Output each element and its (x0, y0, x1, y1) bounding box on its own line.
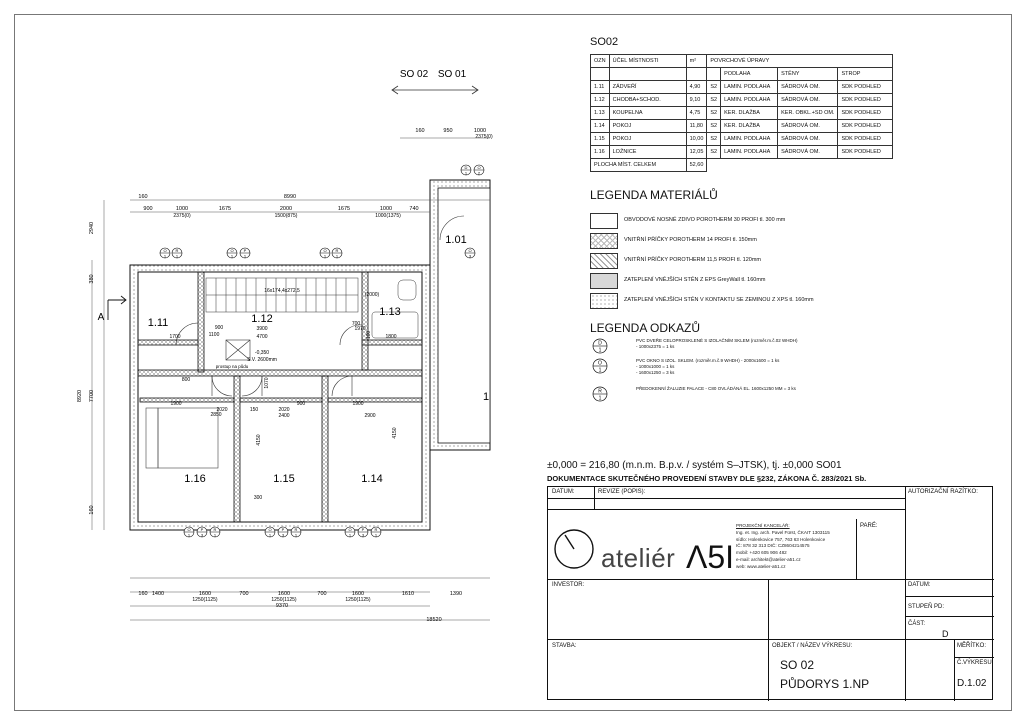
objekt-line2: PŮDORYS 1.NP (780, 677, 870, 691)
datum2-label: DATUM: (908, 582, 931, 588)
room-label: 1.15 (273, 473, 295, 485)
ref-top-number: 1 (163, 253, 167, 259)
schedule-cell-code: S2 (707, 120, 721, 133)
dim-inner: 2900 (364, 413, 376, 419)
logo-word: ateliér (601, 543, 676, 573)
ref-top-type: O (163, 248, 167, 253)
schedule-cell-ozn: 1.12 (591, 94, 610, 107)
dim-inner: 900 (296, 401, 306, 407)
ref-bottom-number: 1 (374, 532, 378, 538)
pare-label: PARÉ: (860, 523, 878, 529)
office-line: PROJEKČNÍ KANCELÁŘ: (736, 523, 790, 528)
schedule-header-row (591, 55, 893, 68)
dim-inner: 2020 (216, 407, 228, 413)
dim-bottom-segment: 1600 (351, 591, 365, 597)
office-line: web: www.atelier-a51.cz (736, 563, 786, 569)
legend-refs-title: LEGENDA ODKAZŮ (590, 321, 701, 335)
dim-top-segment: 1000 (379, 206, 393, 212)
ref-top-number: 3 (468, 253, 472, 259)
dim-top-sub: 2375(0) (173, 213, 191, 219)
ref-desc-line: PŘEDOKENNÍ ŽALUZIE PALACE - C80 OVLÁDÁNÁ EL. 1600x1250 MM = 3 ks (636, 386, 796, 391)
dim-inner: 900 (214, 325, 224, 331)
schedule-cell-floor: LAMIN. PODLAHA (721, 94, 778, 107)
col-ozn: OZN (591, 55, 610, 68)
ref-bottom-number: 3 (200, 532, 204, 538)
schedule-cell-area: 4,75 (686, 107, 707, 120)
stair-label: 16x174,4x272,5 (264, 288, 300, 294)
ref-top-type: O (468, 248, 472, 253)
schedule-cell-floor: KER. DLAŽBA (721, 120, 778, 133)
ref-symbol-icon (592, 358, 608, 374)
ref-top-number: 1 (175, 253, 179, 259)
dim-bottom-segment: 1390 (449, 591, 463, 597)
legend-material-item (590, 273, 900, 289)
dim-top-segment: 1675 (218, 206, 232, 212)
dim-top-right-sub: 2375(0) (475, 134, 493, 140)
dim-inner: 1900 (352, 401, 364, 407)
material-swatch (590, 293, 618, 309)
dim-bottom-segment: 160 (138, 591, 148, 597)
schedule-cell-ozn: 1.15 (591, 133, 610, 146)
dim-inner: 3900 (256, 326, 268, 332)
schedule-cell-walls: KER. OBKL.+SD OM. (778, 107, 838, 120)
dim-left: 160 (89, 505, 95, 515)
schedule-row (591, 94, 893, 107)
dim-top-right: 950 (443, 128, 453, 134)
ref-bottom-type: O (187, 527, 191, 532)
schedule-cell-walls: SÁDROVÁ OM. (778, 120, 838, 133)
document-note: DOKUMENTACE SKUTEČNÉHO PROVEDENÍ STAVBY DLE §232, ZÁKONA Č. 283/2021 Sb. (547, 474, 867, 483)
dim-bottom-segment: 1610 (401, 591, 415, 597)
ref-right-type: D (464, 165, 468, 170)
schedule-cell-ceiling: SDK PODHLED (838, 120, 893, 133)
schedule-cell-walls: SÁDROVÁ OM. (778, 94, 838, 107)
ref-bottom-number: 1 (213, 532, 217, 538)
dim-inner: 300 (253, 495, 263, 501)
legend-material-item (590, 253, 900, 269)
office-info (736, 523, 830, 571)
dim-inner: 4700 (256, 334, 268, 340)
schedule-cell-area: 9,10 (686, 94, 707, 107)
ref-bottom-type: P (281, 527, 285, 532)
col-ucel: ÚČEL MÍSTNOSTI (609, 55, 686, 68)
room-label: 1.14 (361, 473, 383, 485)
ref-top-number: 1 (335, 253, 339, 259)
logo-mark: Λ5I (686, 539, 735, 575)
dim-inner: 4150 (392, 427, 398, 439)
room-level: -0,350 (254, 350, 270, 356)
dim-inner: 800 (181, 377, 191, 383)
schedule-cell-ceiling: SDK PODHLED (838, 94, 893, 107)
ref-type: O (598, 360, 602, 367)
dim-bottom-sub: 1250(1125) (192, 597, 218, 603)
schedule-row (591, 107, 893, 120)
schedule-cell-code: S2 (707, 146, 721, 159)
schedule-cell-name: ZÁDVEŘÍ (609, 81, 686, 94)
ref-top-type: O (230, 248, 234, 253)
ref-type: R (598, 388, 602, 395)
col-floor: PODLAHA (721, 68, 778, 81)
ref-bottom-type: O (268, 527, 272, 532)
office-line: mobil: +420 605 906 482 (736, 550, 787, 556)
ref-desc-line: PVC DVEŘE CELOPROSKLENÉ S IZOLAČNÍM SKLEM (rozměr.m.č.02 WHDH) (636, 338, 798, 343)
autorizacni-label: AUTORIZAČNÍ RAZÍTKO: (908, 489, 978, 495)
schedule-cell-floor: LAMIN. PODLAHA (721, 81, 778, 94)
elevation-note: ±0,000 = 216,80 (m.n.m. B.p.v. / systém S–JTSK), tj. ±0,000 SO01 (547, 460, 842, 471)
schedule-cell-area: 11,80 (686, 120, 707, 133)
dim-bottom-segment: 1600 (198, 591, 212, 597)
dim-top-sub: 1000(1375) (375, 213, 401, 219)
dim-inner: 100 (366, 330, 372, 340)
schedule-cell-code: S2 (707, 133, 721, 146)
ref-number: 1 (598, 395, 602, 402)
schedule-cell-area: 4,90 (686, 81, 707, 94)
ref-top-number: 1 (323, 253, 327, 259)
section-mark: A (97, 312, 105, 323)
title-block (547, 486, 993, 700)
section-cut (108, 296, 126, 320)
schedule-cell-area: 12,05 (686, 146, 707, 159)
dim-inner: 2020 (278, 407, 290, 413)
schedule-cell-walls: SÁDROVÁ OM. (778, 81, 838, 94)
objekt-label: OBJEKT / NÁZEV VÝKRESU: (772, 643, 853, 649)
total-label: PLOCHA MÍST. CELKEM (591, 159, 687, 172)
ref-bottom-type: R (294, 527, 298, 532)
ref-bottom-type: O (348, 527, 352, 532)
office-line: sídlo: Holenkovice 757, 763 63 Holenkovice (736, 536, 826, 542)
ref-bottom-number: 1 (268, 532, 272, 538)
schedule-title: SO02 (590, 36, 619, 48)
schedule-cell-name: LOŽNICE (609, 146, 686, 159)
ref-number: 1 (598, 367, 602, 374)
ref-desc-line: - 1000x1000 = 1 ks (636, 364, 675, 369)
ref-bottom-number: 3 (281, 532, 285, 538)
dim-top-left: 160 (138, 194, 148, 200)
dim-bottom-sub: 1250(1125) (345, 597, 371, 603)
legend-material-item (590, 233, 900, 249)
ref-desc-line: - 1000x2375 = 1 ks (636, 344, 675, 349)
material-label: VNITŘNÍ PŘÍČKY POROTHERM 14 PROFI tl. 150mm (624, 237, 757, 243)
office-line: Ing. et. Ing. arch. Pavel Fürst, ČKAIT 1303115 (736, 529, 830, 535)
ref-symbol-icon (592, 338, 608, 354)
dim-top-right: 1000 (473, 128, 487, 134)
col-ceiling: STROP (838, 68, 893, 81)
dim-inner: 1100 (208, 332, 220, 338)
schedule-cell-ozn: 1.16 (591, 146, 610, 159)
schedule-cell-name: POKOJ (609, 120, 686, 133)
material-label: ZATEPLENÍ VNĚJŠÍCH STĚN V KONTAKTU SE ZEMINOU Z XPS tl. 160mm (624, 297, 814, 303)
dim-inner: 4150 (256, 434, 262, 446)
logo-clock-icon (552, 527, 596, 571)
dim-bottom-segment: 1400 (151, 591, 165, 597)
dim-top-segment: 1000 (175, 206, 189, 212)
stupen-label: STUPEŇ PD: (908, 604, 945, 610)
material-label: VNITŘNÍ PŘÍČKY POROTHERM 11,5 PROFI tl. 120mm (624, 257, 762, 263)
ref-desc-line: PVC OKNO S IZOL. SKLEM. (rozměr.m.č.9 WHDH) - 2000x1600 = 1 ks (636, 358, 780, 363)
section-marker-left: SO 02 (399, 69, 429, 80)
attic-label: prostup na půdu (215, 364, 249, 369)
dim-top-segment: 1675 (337, 206, 351, 212)
ref-bottom-number: 1 (294, 532, 298, 538)
schedule-total-row (591, 159, 893, 172)
datum-label: DATUM: (552, 489, 575, 495)
ref-top-type: O (323, 248, 327, 253)
cast-value: D (942, 629, 949, 639)
room-label: 1 (482, 391, 490, 403)
ref-number: 1 (598, 347, 602, 354)
ref-top-type: R (175, 248, 179, 253)
schedule-cell-code: S2 (707, 81, 721, 94)
schedule-cell-walls: SÁDROVÁ OM. (778, 133, 838, 146)
material-label: ZATEPLENÍ VNĚJŠÍCH STĚN Z EPS GreyWall tl. 160mm (624, 277, 766, 283)
ref-top-number: 1 (243, 253, 247, 259)
total-value: 52,60 (686, 159, 707, 172)
legend-materials-title: LEGENDA MATERIÁLŮ (590, 188, 718, 202)
dim-inner: 1970 (354, 326, 366, 332)
dim-inner: 2400 (278, 413, 290, 419)
schedule-cell-ozn: 1.14 (591, 120, 610, 133)
ref-bottom-number: 1 (348, 532, 352, 538)
ref-top-number: 1 (230, 253, 234, 259)
ref-desc-line: - 1600x1250 = 3 ks (636, 370, 675, 375)
cvykresu-value: D.1.02 (957, 678, 987, 689)
ref-right-number: 2 (477, 170, 481, 176)
room-label: 1.01 (445, 234, 467, 246)
ref-top-type: P (243, 248, 247, 253)
schedule-cell-floor: LAMIN. PODLAHA (721, 133, 778, 146)
room-label: 1.11 (147, 317, 169, 329)
ref-right-number: 1 (464, 170, 468, 176)
office-line: IČ: 878 32 313 DIČ: CZ8604214575 (736, 543, 810, 549)
material-swatch (590, 213, 618, 229)
material-swatch (590, 253, 618, 269)
dim-bottom-segment: 1600 (277, 591, 291, 597)
office-line: e-mail: architekt@atelier-a51.cz (736, 556, 801, 562)
dim-bottom-segment: 700 (317, 591, 327, 597)
dim-inner: 700 (351, 321, 361, 327)
dim-inner: 2850 (210, 412, 222, 418)
ref-top-type: R (335, 248, 339, 253)
schedule-cell-ceiling: SDK PODHLED (838, 133, 893, 146)
ref-right-type: O (477, 165, 481, 170)
legend-material-item (590, 213, 900, 229)
schedule-cell-ceiling: SDK PODHLED (838, 107, 893, 120)
schedule-subheader-row (591, 68, 893, 81)
legend-material-item (590, 293, 900, 309)
schedule-row (591, 81, 893, 94)
schedule-cell-area: 10,00 (686, 133, 707, 146)
room-schedule (590, 54, 893, 172)
col-walls: STĚNY (778, 68, 838, 81)
schedule-cell-floor: LAMIN. PODLAHA (721, 146, 778, 159)
schedule-cell-name: POKOJ (609, 133, 686, 146)
ref-bottom-type: P (361, 527, 365, 532)
schedule-cell-walls: SÁDROVÁ OM. (778, 146, 838, 159)
cvykresu-label: Č.VÝKRESU: (957, 660, 994, 666)
material-label: OBVODOVÉ NOSNÉ ZDIVO POROTHERM 30 PROFI tl. 300 mm (624, 217, 786, 223)
schedule-cell-ceiling: SDK PODHLED (838, 146, 893, 159)
col-area-unit: m² (686, 55, 707, 68)
schedule-cell-ceiling: SDK PODHLED (838, 81, 893, 94)
schedule-row (591, 133, 893, 146)
revize-label: REVIZE (POPIS): (598, 489, 646, 495)
dim-bottom-overall: 18520 (426, 617, 442, 623)
dim-top-segment: 740 (409, 206, 419, 212)
schedule-cell-name: CHODBA+SCHOD. (609, 94, 686, 107)
col-finishes: POVRCHOVÉ ÚPRAVY (707, 55, 893, 68)
dim-inner: 1070 (264, 377, 270, 389)
dim-top-segment: 2000 (279, 206, 293, 212)
schedule-row (591, 120, 893, 133)
dim-top-outer: 8990 (283, 194, 297, 200)
stavba-label: STAVBA: (552, 643, 577, 649)
schedule-cell-name: KOUPELNA (609, 107, 686, 120)
ref-symbol-icon (592, 386, 608, 402)
dim-bottom-sub: 1250(1125) (271, 597, 297, 603)
section-marker-right: SO 01 (437, 69, 467, 80)
cast-label: ČÁST: (908, 621, 926, 627)
schedule-cell-ozn: 1.13 (591, 107, 610, 120)
section-arrow (392, 86, 478, 94)
material-swatch (590, 233, 618, 249)
objekt-line1: SO 02 (780, 658, 815, 672)
dim-top-segment: 900 (143, 206, 153, 212)
dim-left: 380 (89, 274, 95, 284)
dim-inner: (2000) (364, 292, 380, 298)
schedule-cell-ozn: 1.11 (591, 81, 610, 94)
ref-bottom-type: R (374, 527, 378, 532)
ref-bottom-type: R (213, 527, 217, 532)
room-height: S.V. 2600mm (247, 357, 277, 363)
ref-bottom-number: 1 (187, 532, 191, 538)
dim-inner: 1800 (385, 334, 397, 340)
dim-inner: 150 (249, 407, 259, 413)
ref-bottom-number: 3 (361, 532, 365, 538)
dim-left: 2940 (89, 221, 95, 235)
ref-bottom-type: P (200, 527, 204, 532)
room-label: 1.16 (184, 473, 206, 485)
schedule-row (591, 146, 893, 159)
meritko-label: MĚŘÍTKO: (957, 643, 987, 649)
room-label: 1.13 (379, 306, 401, 318)
schedule-cell-floor: KER. DLAŽBA (721, 107, 778, 120)
material-swatch (590, 273, 618, 289)
dim-bottom-total: 9370 (275, 603, 289, 609)
dim-left: 8920 (77, 389, 83, 403)
ref-type: D (598, 340, 602, 347)
room-label: 1.12 (251, 313, 273, 325)
dim-inner: 1700 (169, 334, 181, 340)
dim-left: 7700 (89, 389, 95, 403)
schedule-cell-code: S2 (707, 107, 721, 120)
schedule-cell-code: S2 (707, 94, 721, 107)
dim-inner: 1900 (170, 401, 182, 407)
dim-top-right: 160 (415, 128, 425, 134)
dim-bottom-segment: 700 (239, 591, 249, 597)
dim-top-sub: 1500(875) (274, 213, 298, 219)
investor-label: INVESTOR: (552, 582, 585, 588)
